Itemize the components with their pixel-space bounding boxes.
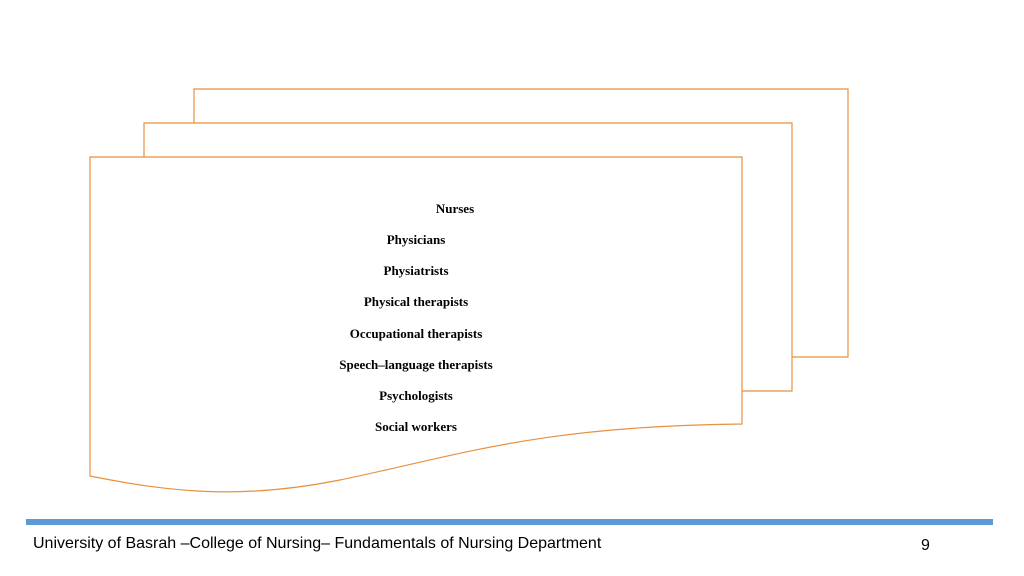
list-item-social-workers: Social workers <box>375 419 457 434</box>
list-item-physiatrists: Physiatrists <box>383 263 449 278</box>
list-item-physical-therapists: Physical therapists <box>363 294 469 309</box>
list-item-speech-language-therapists: Speech–language therapists <box>339 357 493 372</box>
footer-text: University of Basrah –College of Nursing– Fundamentals of Nursing Department <box>33 535 602 552</box>
list-item-physicians: Physicians <box>386 232 446 247</box>
footer-divider-bar <box>26 519 993 525</box>
list-item-occupational-therapists: Occupational therapists <box>349 326 483 341</box>
list-item-psychologists: Psychologists <box>379 388 453 403</box>
document-shape-front <box>90 157 742 492</box>
list-item-nurses: Nurses <box>435 201 475 216</box>
page-number: 9 <box>921 537 930 554</box>
